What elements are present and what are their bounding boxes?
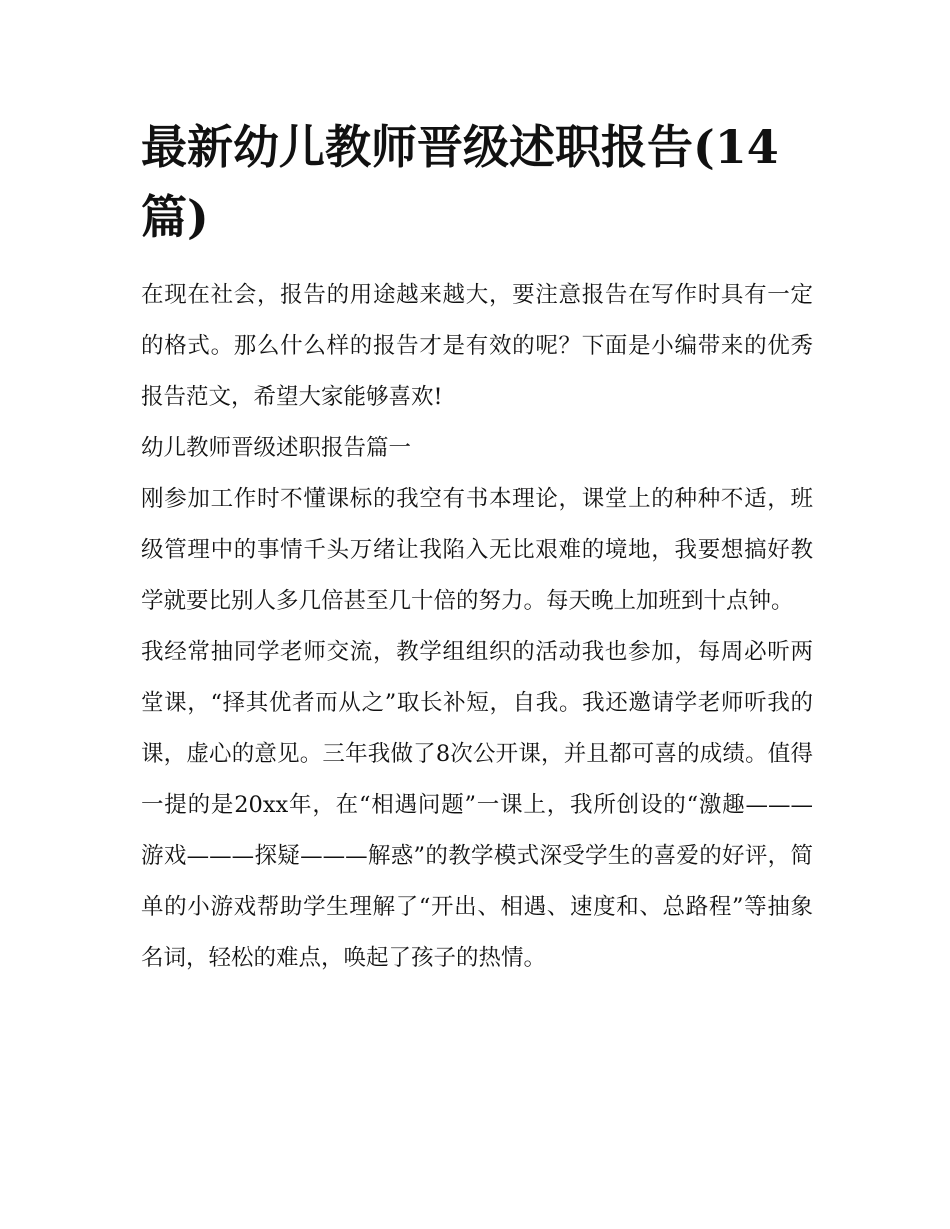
- intro-paragraph: 在现在社会，报告的用途越来越大，要注意报告在写作时具有一定的格式。那么什么样的报告才是有效的呢？下面是小编带来的优秀报告范文，希望大家能够喜欢!: [141, 282, 813, 410]
- body-paragraph-2: 我经常抽同学老师交流，教学组组织的活动我也参加，每周必听两堂课，“择其优者而从之”取长补短，自我。我还邀请学老师听我的课，虚心的意见。三年我做了8次公开课，并且都可喜的成绩。值得一提的是20xx年，在“相遇问题”一课上，我所创设的“激趣———游戏———探疑———解惑”的教学模式深受学生的喜爱的好评，简单的小游戏帮助学生理解了“开出、相遇、速度和、总路程”等抽象名词，轻松的难点，唤起了孩子的热情。: [141, 639, 813, 971]
- document-body: [141, 112, 813, 984]
- body-paragraph-1: 刚参加工作时不懂课标的我空有书本理论，课堂上的种种不适，班级管理中的事情千头万绪让我陷入无比艰难的境地，我要想搞好教学就要比别人多几倍甚至几十倍的努力。每天晚上加班到十点钟。: [141, 486, 813, 614]
- document-title: 最新幼儿教师晋级述职报告(14篇): [141, 120, 779, 244]
- section-heading: 幼儿教师晋级述职报告篇一: [141, 435, 412, 461]
